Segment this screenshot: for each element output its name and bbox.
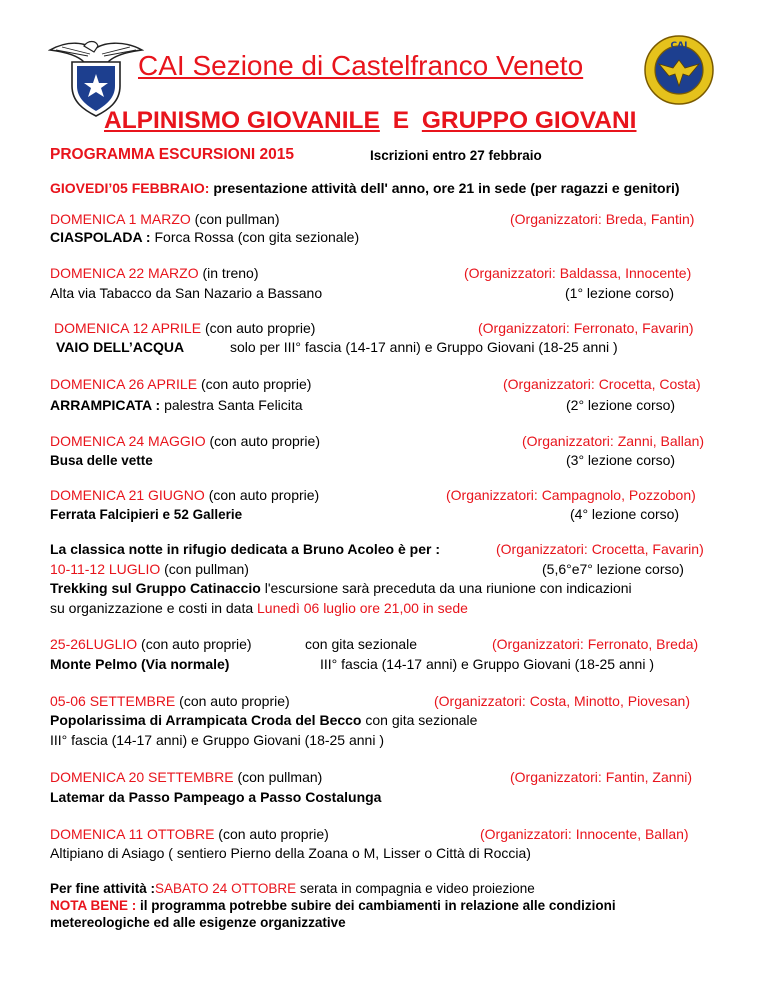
latemar-organizers: (Organizzatori: Fantin, Zanni) <box>510 769 693 785</box>
event-title: ARRAMPICATA : <box>50 397 165 413</box>
event-title: Ferrata Falcipieri e 52 Gallerie <box>50 507 243 522</box>
cai-emblem-logo <box>643 34 715 106</box>
event-date: DOMENICA 26 APRILE <box>50 376 198 392</box>
latemar-date-line <box>50 769 322 785</box>
notte-title: Trekking sul Gruppo Catinaccio <box>50 580 261 596</box>
event-desc: solo per III° fascia (14-17 anni) e Gruppo Giovani (18-25 anni ) <box>230 339 618 355</box>
notte-desc: l'escursione sarà preceduta da una riunione con indicazioni <box>260 580 632 596</box>
event-desc-line <box>50 229 359 245</box>
becco-desc-line <box>50 712 477 728</box>
event-lesson: (2° lezione corso) <box>566 397 676 413</box>
becco-date: 05-06 SETTEMBRE <box>50 693 176 709</box>
programma-label: PROGRAMMA ESCURSIONI 2015 <box>50 146 295 163</box>
latemar-date: DOMENICA 20 SETTEMBRE <box>50 769 234 785</box>
nota-text: il programma potrebbe subire dei cambiamenti in relazione alle condizioni <box>140 898 616 913</box>
notte-date: 10-11-12 LUGLIO <box>50 561 161 577</box>
event-date-line <box>50 265 259 281</box>
event-desc-line <box>50 397 303 413</box>
fine-text: serata in compagnia e video proiezione <box>296 881 535 896</box>
event-desc: Forca Rossa (con gita sezionale) <box>154 229 360 245</box>
becco-transport: (con auto proprie) <box>175 693 290 709</box>
event-organizers: (Organizzatori: Breda, Fantin) <box>510 211 695 227</box>
notte-desc2: su organizzazione e costi in data <box>50 600 258 616</box>
pelmo-title: Monte Pelmo (Via normale) <box>50 656 230 672</box>
event-desc: Alta via Tabacco da San Nazario a Bassano <box>50 285 323 301</box>
notte-transport: (con pullman) <box>160 561 249 577</box>
pelmo-gita: con gita sezionale <box>305 636 418 652</box>
event-organizers: (Organizzatori: Crocetta, Costa) <box>503 376 701 392</box>
nota-text2: metereologiche ed alle esigenze organizzative <box>50 915 346 930</box>
asiago-organizers: (Organizzatori: Innocente, Ballan) <box>480 826 689 842</box>
fine-prefix: Per fine attività : <box>50 881 156 896</box>
becco-title: Popolarissima di Arrampicata Croda del Becco <box>50 712 362 728</box>
asiago-desc: Altipiano di Asiago ( sentiero Pierno della Zoana o M, Lisser o Città di Roccia) <box>50 845 531 861</box>
notte-desc2-line <box>50 600 468 616</box>
event-organizers: (Organizzatori: Zanni, Ballan) <box>522 433 705 449</box>
latemar-transport: (con pullman) <box>233 769 323 785</box>
intro-line <box>50 180 680 196</box>
heading-sep: E <box>392 107 410 134</box>
event-lesson: (1° lezione corso) <box>565 285 675 301</box>
notte-lesson: (5,6°e7° lezione corso) <box>542 561 684 577</box>
pelmo-date: 25-26LUGLIO <box>50 636 138 652</box>
event-title: Busa delle vette <box>50 453 153 468</box>
intro-date: GIOVEDI’05 FEBBRAIO: <box>50 180 210 196</box>
event-transport: (con auto proprie) <box>201 320 316 336</box>
notte-organizers: (Organizzatori: Crocetta, Favarin) <box>496 541 704 557</box>
event-date-line <box>54 320 315 336</box>
event-transport: (in treno) <box>198 265 259 281</box>
event-organizers: (Organizzatori: Ferronato, Favarin) <box>478 320 694 336</box>
heading-alpinismo: ALPINISMO GIOVANILE <box>104 107 380 134</box>
becco-desc2: III° fascia (14-17 anni) e Gruppo Giovani (18-25 anni ) <box>50 732 384 748</box>
event-lesson: (4° lezione corso) <box>570 506 680 522</box>
event-title: CIASPOLADA : <box>50 229 155 245</box>
event-desc: palestra Santa Felicita <box>164 397 303 413</box>
asiago-date-line <box>50 826 329 842</box>
event-date-line <box>50 376 311 392</box>
pelmo-date-line <box>50 636 252 652</box>
latemar-title: Latemar da Passo Pampeago a Passo Costalunga <box>50 789 382 805</box>
pelmo-organizers: (Organizzatori: Ferronato, Breda) <box>492 636 699 652</box>
intro-text: presentazione attività dell' anno, ore 21 in sede (per ragazzi e genitori) <box>209 180 680 196</box>
svg-text:CAI: CAI <box>670 41 688 51</box>
pelmo-desc: III° fascia (14-17 anni) e Gruppo Giovani (18-25 anni ) <box>320 656 654 672</box>
event-title: VAIO DELL’ACQUA <box>56 339 185 355</box>
notte-line: La classica notte in rifugio dedicata a Bruno Acoleo è per : <box>50 541 441 557</box>
becco-desc: con gita sezionale <box>361 712 478 728</box>
event-transport: (con pullman) <box>190 211 280 227</box>
event-date-line <box>50 211 280 227</box>
iscrizioni-label: Iscrizioni entro 27 febbraio <box>370 148 542 163</box>
event-transport: (con auto proprie) <box>205 433 320 449</box>
event-date: DOMENICA 22 MARZO <box>50 265 199 281</box>
event-date: DOMENICA 24 MAGGIO <box>50 433 206 449</box>
asiago-transport: (con auto proprie) <box>214 826 329 842</box>
nota-label: NOTA BENE : <box>50 898 140 913</box>
section-heading <box>104 107 636 135</box>
event-lesson: (3° lezione corso) <box>566 452 676 468</box>
event-transport: (con auto proprie) <box>197 376 312 392</box>
becco-organizers: (Organizzatori: Costa, Minotto, Piovesan) <box>434 693 690 709</box>
event-organizers: (Organizzatori: Baldassa, Innocente) <box>464 265 692 281</box>
notte-desc-line <box>50 580 632 596</box>
notte-meeting: Lunedì 06 luglio ore 21,00 in sede <box>257 600 468 616</box>
asiago-date: DOMENICA 11 OTTOBRE <box>50 826 215 842</box>
event-date: DOMENICA 12 APRILE <box>54 320 202 336</box>
nota-line <box>50 898 616 913</box>
event-organizers: (Organizzatori: Campagnolo, Pozzobon) <box>446 487 696 503</box>
page-title: CAI Sezione di Castelfranco Veneto <box>138 50 584 81</box>
event-date-line <box>50 433 320 449</box>
event-date-line <box>50 487 319 503</box>
event-date: DOMENICA 1 MARZO <box>50 211 191 227</box>
event-date: DOMENICA 21 GIUGNO <box>50 487 205 503</box>
cai-eagle-logo <box>48 36 144 118</box>
fine-line <box>50 881 535 896</box>
becco-date-line <box>50 693 290 709</box>
pelmo-transport: (con auto proprie) <box>137 636 252 652</box>
notte-date-line <box>50 561 249 577</box>
event-transport: (con auto proprie) <box>204 487 320 503</box>
heading-gruppo: GRUPPO GIOVANI <box>421 107 637 134</box>
fine-date: SABATO 24 OTTOBRE <box>155 881 297 896</box>
